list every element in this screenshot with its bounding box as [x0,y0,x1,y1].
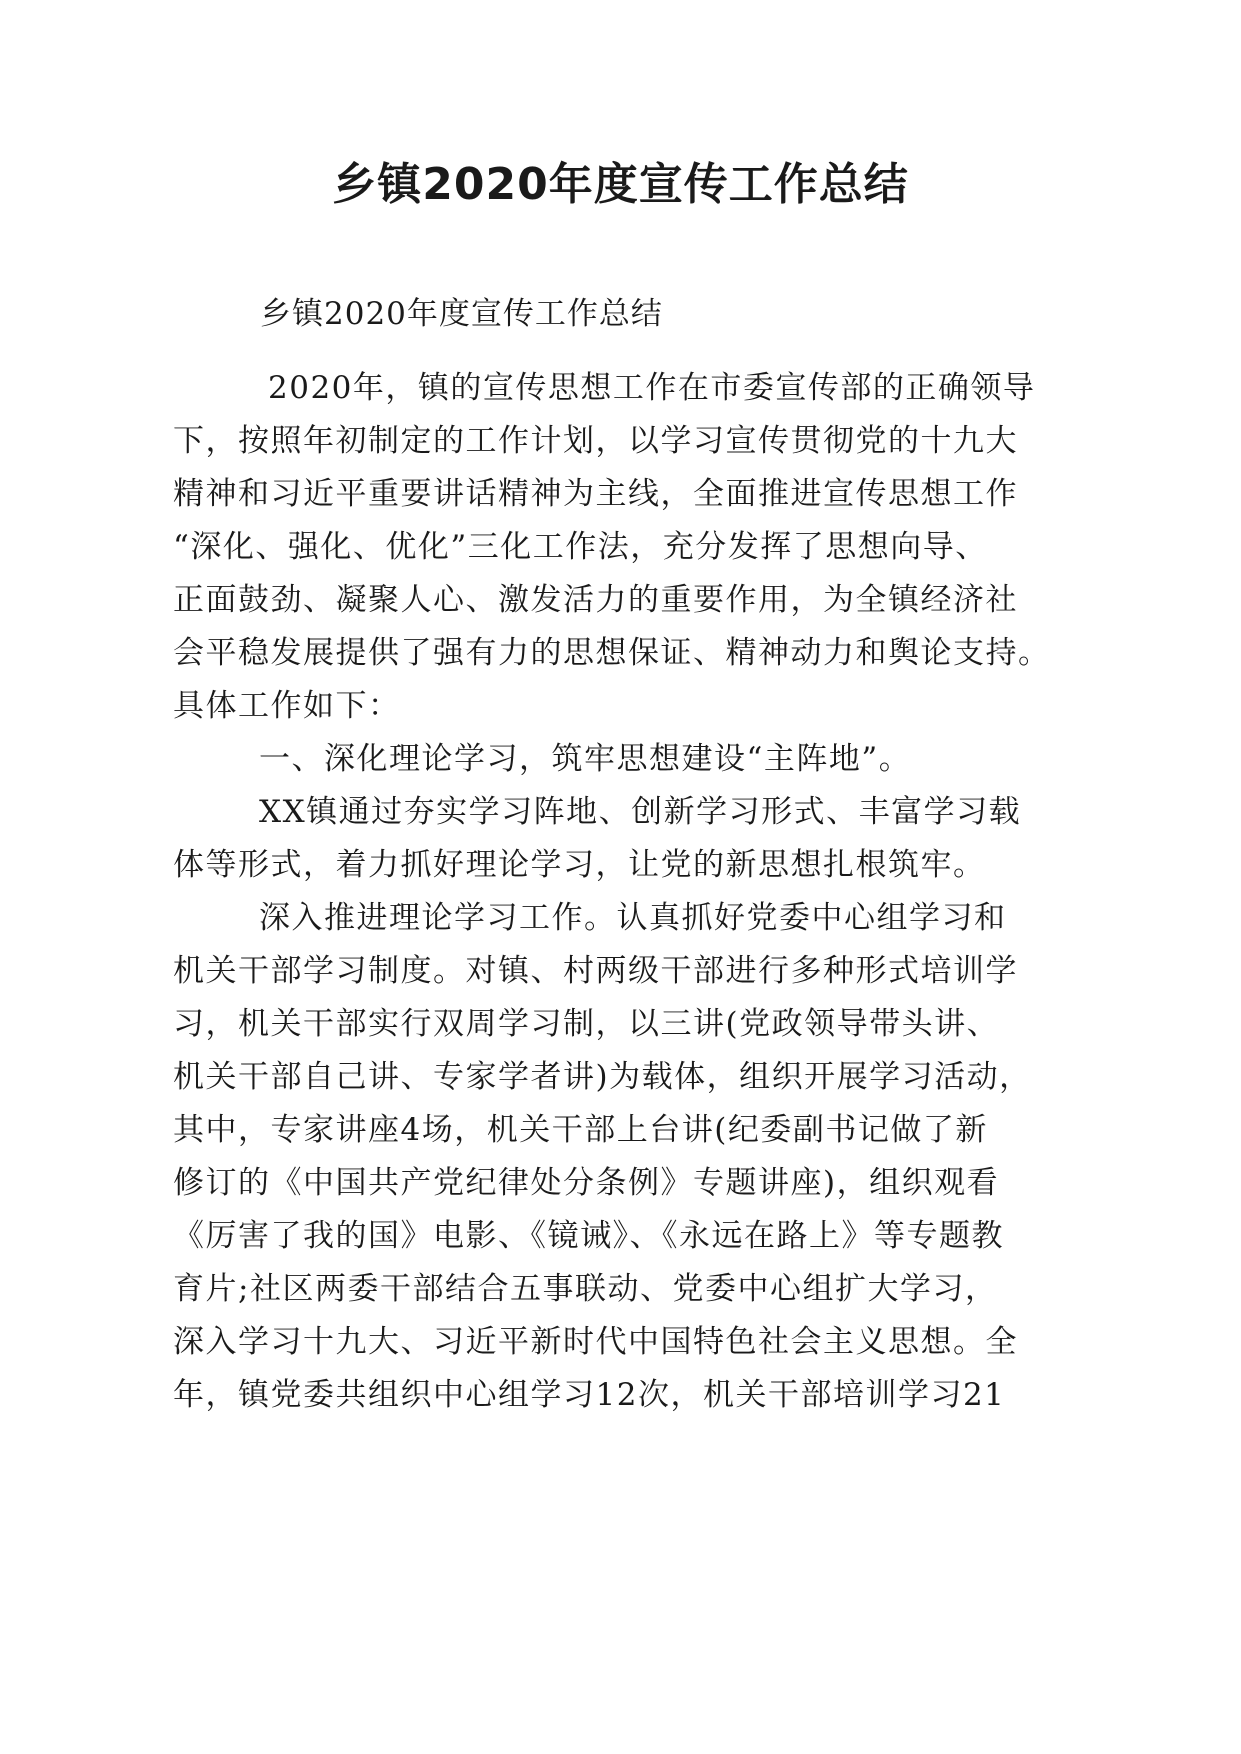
paragraph-line-15: 修订的《中国共产党纪律处分条例》专题讲座)，组织观看 [173,1165,1000,1201]
paragraph-line-8: XX镇通过夯实学习阵地、创新学习形式、丰富学习载 [259,794,1022,830]
paragraph-line-13: 机关干部自己讲、专家学者讲)为载体，组织开展学习活动， [173,1059,1032,1095]
paragraph-line-11: 机关干部学习制度。对镇、村两级干部进行多种形式培训学 [173,953,1018,989]
document-title: 乡镇2020年度宣传工作总结 [332,159,909,210]
paragraph-line-2: 下，按照年初制定的工作计划，以学习宣传贯彻党的十九大 [173,423,1018,459]
paragraph-line-6: 会平稳发展提供了强有力的思想保证、精神动力和舆论支持。 [173,635,1051,671]
paragraph-line-5: 正面鼓劲、凝聚人心、激发活力的重要作用，为全镇经济社 [173,582,1018,618]
paragraph-line-9: 体等形式，着力抓好理论学习，让党的新思想扎根筑牢。 [173,847,986,883]
paragraph-line-14: 其中，专家讲座4场，机关干部上台讲(纪委副书记做了新 [173,1112,988,1148]
paragraph-line-18: 深入学习十九大、习近平新时代中国特色社会主义思想。全 [173,1324,1018,1360]
paragraph-line-1: 2020年，镇的宣传思想工作在市委宣传部的正确领导 [268,370,1036,406]
document-subtitle: 乡镇2020年度宣传工作总结 [260,296,663,332]
paragraph-line-12: 习，机关干部实行双周学习制，以三讲(党政领导带头讲、 [173,1006,1000,1042]
paragraph-line-16: 《厉害了我的国》电影、《镜诫》、《永远在路上》等专题教 [173,1218,1004,1254]
paragraph-line-4: “深化、强化、优化”三化工作法，充分发挥了思想向导、 [173,529,988,565]
paragraph-line-17: 育片;社区两委干部结合五事联动、党委中心组扩大学习， [173,1271,998,1307]
paragraph-line-7: 具体工作如下： [173,688,401,724]
section-heading-1: 一、深化理论学习，筑牢思想建设“主阵地”。 [259,741,912,777]
paragraph-line-3: 精神和习近平重要讲话精神为主线，全面推进宣传思想工作 [173,476,1018,512]
paragraph-line-19: 年，镇党委共组织中心组学习12次，机关干部培训学习21 [173,1377,1006,1413]
paragraph-line-10: 深入推进理论学习工作。认真抓好党委中心组学习和 [259,900,1007,936]
